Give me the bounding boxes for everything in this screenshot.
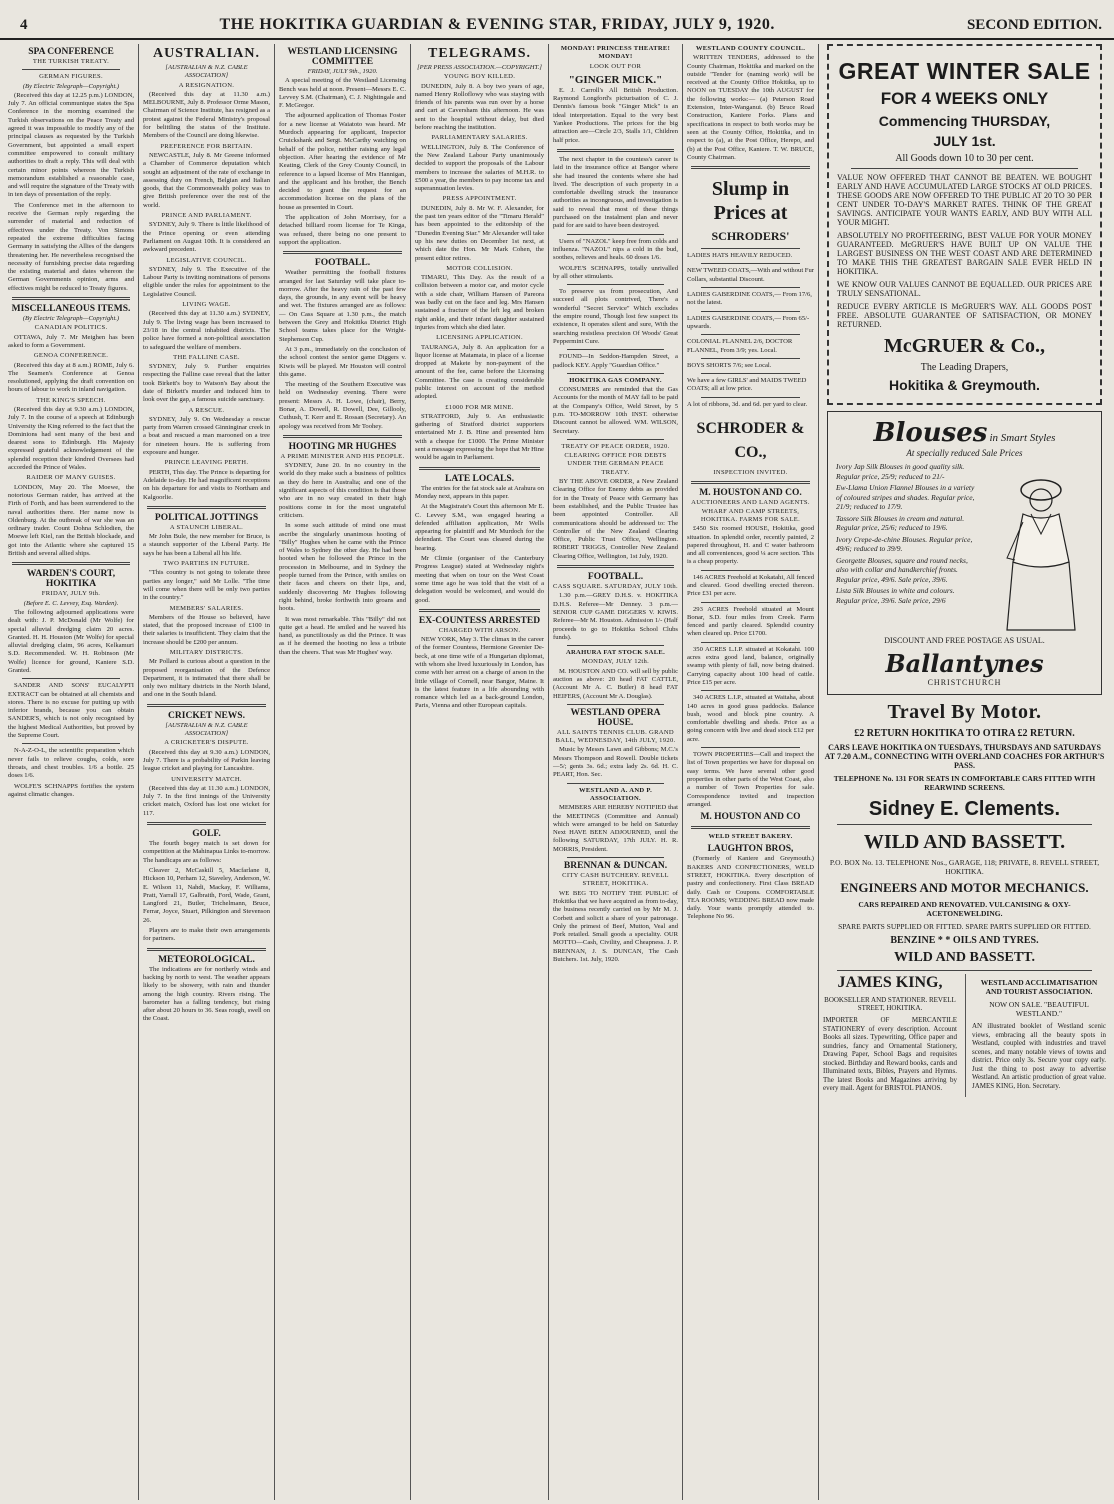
gaberdine-line-2: LADIES GABERDINE COATS,— From 65/- upwards. <box>687 314 810 330</box>
wolfes-ad-2: WOLFE'S SCHNAPPS, totally unrivalled by all other stimulants. <box>553 264 678 280</box>
political-headline: POLITICAL JOTTINGS <box>154 512 259 523</box>
bottom-ads <box>823 974 1106 1097</box>
mcgruer-advert <box>827 44 1102 405</box>
blouses-sub: At specially reduced Sale Prices <box>906 448 1023 458</box>
licensing-headline: WESTLAND LICENSING COMMITTEE <box>287 47 398 67</box>
blouse-item: Tassore Silk Blouses in cream and natural. Regular price, 25/6; reduced to 19/6. <box>836 513 965 532</box>
theatre-title: "GINGER MICK." <box>568 73 663 86</box>
brennan-head: BRENNAN & DUNCAN. <box>563 861 668 872</box>
golf-body: The fourth bogey match is set down for competition at the Mahinapua Links to-morrow. The handicaps are as follows: <box>143 840 270 864</box>
salary-head: MEMBERS' SALARIES. <box>169 604 244 612</box>
shorts-line: BOYS SHORTS 7/6; see Local. <box>687 361 772 369</box>
blouses-note: DISCOUNT AND FREE POSTAGE AS USUAL. <box>884 636 1045 645</box>
hooting-headline: HOOTING MR HUGHES <box>288 441 397 452</box>
brennan-sub: CITY CASH BUTCHERY. REVELL STREET, HOKITIKA. <box>562 872 669 888</box>
press-body: DUNEDIN, July 8. Mr W. F. Alexander, for the past ten years editor of the "Timaru Herald" has been appointed to the editorship of the "Dunedin Evening Star." Mr Alexander will take up his new duties on December 1st next, at which date the Hon. Mr Mark Cohen, the present editor retires. <box>415 204 544 262</box>
football-notice-sub: CASS SQUARE. SATURDAY, JULY 10th. <box>553 583 678 591</box>
treaty-sub: CLEARING OFFICE FOR DEBTS UNDER THE GERMAN PEACE TREATY. <box>564 452 667 476</box>
prince-body: SYDNEY, July 9. There is little likelihood of the Prince opening or even attending Parliament on August 10th. It is considered an awkward precedent. <box>143 221 270 254</box>
spa-subhead-2: GERMAN FIGURES. <box>39 73 103 81</box>
liberal-head: A STAUNCH LIBERAL. <box>169 523 244 531</box>
sale-goods: All Goods down 10 to 30 per cent. <box>895 153 1034 164</box>
travel-fare: £2 RETURN HOKITIKA TO OTIRA £2 RETURN. <box>854 728 1075 739</box>
sale-body-1: VALUE NOW OFFERED THAT CANNOT BE BEATEN. WE BOUGHT EARLY AND HAVE ACCUMULATED LARGE STOCKS AT OLD PRICES. THESE GOODS ARE NOW OFFERED TO THE PUBLIC AT 20 TO 30 PER CENT UNDER TO-DAY'S MARKET RATES. THINK OF THE GREAT SAVINGS. ANTICIPATE YOUR WANTS EARLY, AND BUY WITH ALL YOUR MIGHT. <box>837 173 1092 227</box>
treaty-body: BY THE ABOVE ORDER, a New Zealand Clearing Office for Enemy debts as provided for in the Treaty of Peace with Germany has been established, and the Public Trustee has been appointed Controller. All communications should be addressed to: The Controller of the New Zealand Clearing Office, Public Trust Office, Wellington. ROBERT TRIGGS, Controller New Zealand Clearing Office, Wellington, 1st July, 1920. <box>553 478 678 560</box>
hooting-subhead: A PRIME MINISTER AND HIS PEOPLE. <box>280 452 405 460</box>
wild-bassett-footer: WILD AND BASSETT. <box>894 950 1035 965</box>
slump-store: SCHRODERS' <box>711 229 790 244</box>
pref-head: PREFERENCE FOR BRITAIN. <box>160 142 253 150</box>
sale-headline: GREAT WINTER SALE <box>838 58 1091 84</box>
dispute-head: A CRICKETER'S DISPUTE. <box>164 739 249 747</box>
nazol-ad: N-A-Z-O-L, the scientific preparation which never fails to relieve coughs, colds, sore throats, and chest troubles. 1/6 a bottle. 25 doses 1/6. <box>8 747 134 780</box>
james-king-sub: BOOKSELLER AND STATIONER. REVELL STREET, HOKITIKA. <box>824 996 956 1012</box>
wild-bassett-head: WILD AND BASSETT. <box>863 831 1066 853</box>
meteorological-body: The indications are for northerly winds and backing by north to west. The weather appears likely to be showery, with rain and thunder among the high country. Rivers rising. The barometer has a falling tendency, but rising after about 20 hours to 36. Seas rough, swell on the Coast. <box>143 965 270 1023</box>
football-body-2: At 3 p.m., immediately on the conclusion of the school contest the senior game Diggers v. Kiwis will be played. Mr Houston will control this game. <box>279 345 406 378</box>
legis-body: SYDNEY, July 9. The Executive of the Labour Party is inviting nominations of persons eligible under the rules for appointment to the Legislative Council. <box>143 265 270 298</box>
king-head: THE KING'S SPEECH. <box>36 396 106 404</box>
arahura-body: M. HOUSTON AND CO. will sell by public auction as above: 20 head FAT CATTLE, (Account Mr A. C. Butler) 8 head FAT HEIFERS, (Account Mr A. Douglas). <box>553 667 678 700</box>
town-properties: TOWN PROPERTIES—Call and inspect the list of Town properties we have for disposal on easy terms. We have several other good properties in other parts of the West Coast, also a number of Town Properties for sale. Correspondence invited and inspection arranged. <box>687 751 814 808</box>
james-king-advert <box>823 974 957 1097</box>
sale-body-2: ABSOLUTELY NO PROFITEERING, BEST VALUE FOR YOUR MONEY GUARANTEED. McGRUER'S HAVE BUILT UP ON VALUE THE LARGEST BUSINESS ON THE WEST COAST AND ARE DETERMINED TO MAKE THIS THE GREATEST BARGAIN SALE EVER HELD IN HOKITIKA. <box>837 231 1092 276</box>
column-1 <box>4 44 138 1500</box>
newspaper-title: THE HOKITIKA GUARDIAN & EVENING STAR, FRIDAY, JULY 9, 1920. <box>219 16 775 33</box>
spa-meta: (By Electric Telegraph—Copyright.) <box>22 82 120 90</box>
motor-head: MOTOR COLLISION. <box>446 264 513 272</box>
warden-meta: (Before E. C. Levvey, Esq. Warden). <box>23 599 119 607</box>
hooting-body-3: It was most remarkable. This "Billy" did not quite get a head. He smiled and he waved his hand, as punctiliously as did the Prince. It was as if he deemed the hooting no less a tribute than the cheers. That was Mr Hughes' way. <box>279 615 406 656</box>
edition-label: SECOND EDITION. <box>966 17 1102 33</box>
spa-body-2: The Conference met in the afternoon to receive the German reply regarding the surrender of material and reduction of effectives under the Treaty. Von Simons repeated the extreme difficulties facing Germany in satisfying the Allies of the dangers threatening her. He nevertheless recognised the necessity of furnishing precise data regarding the existing material and dates whereon the German Governments opinion, arms and effectives might be reduced to Treaty figures. <box>8 201 134 292</box>
military-head: MILITARY DISTRICTS. <box>169 649 244 656</box>
theatre-body: E. J. Carroll's All British Production. Raymond Longford's picturisation of C. J. Dennis's famous book "Ginger Mick" is an ideal interpretation. Equal to the very best Yankee Productions. The prices for the big attraction are—Circle 2/3, Stalls 1/1, Children half price. <box>553 86 678 144</box>
rescue-head: A RESCUE. <box>188 406 225 414</box>
farm-listing-2: 146 ACRES Freehold at Kokatahi, All fenced and cleared. Good dwelling erected thereon. Price £31 per acre. <box>687 573 814 598</box>
gaberdine-line-1: LADIES GABERDINE COATS,— From 17/6, not the latest. <box>687 291 812 307</box>
king-body: (Received this day at 9.30 a.m.) LONDON, July 7. In the course of a speech at Edinburgh University the King referred to the fact that the Dominions had sent many of the best and dearest sons to Edinburgh. His Majesty expressed grateful acknowledgement of the splendid reception their kindred Oversees had accorded the Prince of Wales. <box>8 405 134 472</box>
benzine-line: BENZINE * * OILS AND TYRES. <box>890 935 1039 946</box>
canadian-head: CANADIAN POLITICS. <box>34 324 108 332</box>
sale-weeks: FOR 4 WEEKS ONLY <box>880 89 1049 108</box>
licensing-body-1: A special meeting of the Westland Licensing Bench was held at noon. Present—Messrs E. C. Levvey S.M. (Chairman), C. J. Nightingale and F. McGregor. <box>279 77 406 110</box>
james-king-head: JAMES KING, <box>837 974 943 991</box>
wild-bassett-address: P.O. BOX No. 13. TELEPHONE Nos., GARAGE, 118; PRIVATE, 8. REVELL STREET, HOKITIKA. <box>829 858 1100 876</box>
legis-head: LEGISLATIVE COUNCIL. <box>166 256 247 264</box>
press-head: PRESS APPOINTMENT. <box>442 195 517 203</box>
countess-subhead: CHARGED WITH ARSON. <box>438 626 521 634</box>
blouse-item: Lista Silk Blouses in white and colours. Regular price, 39/6. Sale price, 29/6 <box>836 586 955 605</box>
mcgruer-sub: The Leading Drapers, <box>920 362 1009 373</box>
late-locals-headline: LATE LOCALS. <box>445 473 514 484</box>
clements-name: Sidney E. Clements. <box>868 798 1061 820</box>
sale-commence: Commencing THURSDAY, <box>878 113 1051 129</box>
column-7-ads <box>818 44 1110 1500</box>
spa-headline: SPA CONFERENCE <box>28 47 114 57</box>
military-body: Mr Pollard is curious about a question in the proposed reorganisation of the Defence Department, it is intimated that there shall be only two military districts in the North Island, and one in the South Island. <box>143 658 270 699</box>
golf-note: Players are to make their own arrangements for partners. <box>143 927 270 943</box>
living-body: (Received this day at 11.30 a.m.) SYDNEY, July 9. The living wage has been increased to 23/18 in the central inhabited districts. The police have formed a non-political association to safeguard the welfare of members. <box>143 310 270 351</box>
peppermint-ad: To preserve us from prosecution, And succeed all plots contrived, There's a wonderful "Secret Service" Which excludes the empire round, Though lost few suspect its existence, It operates silent and sure, With the searching resistless precision Of Woods' Great Peppermint Cure. <box>553 288 678 345</box>
theatre-sub: LOOK OUT FOR <box>589 62 642 70</box>
opera-body: Music by Messrs Lawn and Gibbons; M.C.'s Messrs Thompson and Rowell. Double tickets—5/; gents 3s. 6d.; extra lady 2s. 6d. H. C. PEART, Hon. Sec. <box>553 746 678 779</box>
farm-listing-3: 293 ACRES Freehold situated at Mount Bonar, S.D. four miles from Creek. Farm fenced and partly cleared. Splendid country when cleared up. Price £1700. <box>687 605 814 638</box>
opera-sub: ALL SAINTS TENNIS CLUB. GRAND BALL, WEDNESDAY, 14th JULY, 1920. <box>555 728 676 745</box>
sale-date: JULY 1st. <box>933 133 996 149</box>
licensing-body-2: The adjourned application of Thomas Foster for a new license at Waiatoto was heard. Mr Murdoch appearing for applicant, Inspector Cruickshank and Sergt. McCarthy watching on behalf of the police, neither raising any legal objection. After hearing the evidence of Mr Keating, Clerk of the Grey County Council, in reference to a lapsed license of Mrs Hannigan, and the applicant and his brother, the Bench decided to grant the request for an accommodation license on the plans of the house as presented in Court. <box>279 112 406 211</box>
opera-head: WESTLAND OPERA HOUSE. <box>570 707 661 728</box>
late-body-3: Mr Climie (organiser of the Canterbury Progress League) stated at Wednesday night's meeting that when on tour on the West Coast some time ago he was told that the visit of a delegation would be welcomed, and would do good. <box>415 555 544 604</box>
ribbons-line: A lot of ribbons, 3d. and 6d. per yard to clear. <box>687 400 808 408</box>
girls-line: We have a few GIRLS' and MAIDS TWEED COATS; all at low price. <box>687 377 807 393</box>
perth-body: PERTH, This day. The Prince is departing for Adelaide to-day. He had magnificent receptions on his departure for and visits to Northam and Kalgoorlie. <box>143 468 270 501</box>
young-boy-body: DUNEDIN, July 8. A boy two years of age, named Henry Rolloflowy who was staying with friends of his parents was run over by a horse and cart at Caversham this afternoon. He was sent to the hospital without delay, but died before reaching the institution. <box>415 82 544 132</box>
blouse-item: Ivory Crepe-de-chine Blouses. Regular price, 49/6; reduced to 39/9. <box>836 534 973 553</box>
schroder-name: SCHRODER & CO., <box>696 420 805 462</box>
ballantynes-advert <box>827 411 1102 695</box>
farm-listing-1: £450 Six roomed HOUSE, Hokitika, good situation. In splendid order, recently painted, 2 papered throughout, H. and C water bathroom and all conveniences, good ¼ acre section. This is a cheap property. <box>687 525 814 566</box>
fallin-head: THE FALLINE CASE. <box>173 353 240 361</box>
australian-meta: [AUSTRALIAN & N.Z. CABLE ASSOCIATION] <box>165 64 248 80</box>
county-body: WRITTEN TENDERS, addressed to the County Chairman, Hokitika and marked on the outside "Tender for (naming work) will be received at the County Office Hokitika, up to NOON on TUESDAY the 10th AUGUST for the following works:— (a) Peterson Road Extension, Inter-Wanganui. (b) Bruce Road Construction, Kaniere Forks. Plans and specifications in respect to both works may be seen at the County Office, Hokitika, and in respect to (a), at the Post Office, Herepo, and (b) at the Post Office, Kaniere. T. W. BRUCE, County Chairman. <box>687 54 814 161</box>
blouse-item: Ew-Llama Union Flannel Blouses in a variety of coloured stripes and shades. Regular price, 21/9; reduced to 17/9. <box>836 483 975 511</box>
football-notice-body: 1.30 p.m.—GREY D.H.S. v. HOKITIKA D.H.S. Referee—Mr Denney. 3 p.m.—SENIOR CUP GAME DIGGERS V. KIWIS. Referee—Mr M. Houston. Admission 1/- (Half proceeds to go to Hokitika School Clubs funds). <box>553 592 678 641</box>
blouses-title: Blouses <box>873 418 988 448</box>
rescue-body: SYDNEY, July 9. On Wednesday a rescue party from Warren crossed Ginninginar creek in a boat and rescued a man marooned on a tree for nineteen hours. He is suffering from exposure and hunger. <box>143 415 270 457</box>
misc-meta: (By Electric Telegraph—Copyright.) <box>22 315 120 323</box>
spare-parts: SPARE PARTS SUPPLIED OR FITTED. SPARE PARTS SUPPLIED OR FITTED. <box>838 922 1091 931</box>
page-number: 4 <box>20 17 28 33</box>
column-2 <box>138 44 274 1500</box>
column-3 <box>274 44 410 1500</box>
pref-body: NEWCASTLE, July 8. Mr Greene informed a Chamber of Commerce deputation which sought an adjustment of the rate of exchange in assessing duty on French, Belgian and Italian goods, that the Commonwealth policy was to give British preference over the rest of the world. <box>143 151 270 209</box>
telegrams-meta: [PER PRESS ASSOCIATION.—COPYRIGHT.] <box>417 64 542 71</box>
apc-body: MEMBERS ARE HEREBY NOTIFIED that the MEETINGS (Committee and Annual) which were arranged to be held on Saturday Next HAVE BEEN ADJOURNED, until the following SATURDAY, 17th JULY. H. R. MORRIS, President. <box>553 804 678 853</box>
late-body-1: The entries for the fat stock sale at Arahura on Monday next, appears in this paper. <box>415 484 544 500</box>
mine-head: £1000 FOR MR MINE. <box>445 403 514 411</box>
football-body-3: The meeting of the Southern Executive was held on Wednesday evening. There were present: Messrs A. H. Lowe, (chair), Berry, Bonar, A. Dowell, R. Dowell, Dee, Gillooly, Cuthush, T. Kerr and E. Rossan (Secretary). An apology was received from Mr Toohey. <box>279 381 406 430</box>
column-5 <box>548 44 682 1500</box>
fallin-body: SYDNEY, July 9. Further enquiries respecting the Falline case reveal that the latter took Birkett's boy to Watson's Bay about the date of Birkett's murder and induced him to look over the gap, a famous suicide sanctuary. <box>143 363 270 404</box>
blouse-list <box>836 462 975 632</box>
travel-days: CARS LEAVE HOKITIKA ON TUESDAYS, THURSDAYS AND SATURDAYS AT 7.20 A.M., CONNECTING WITH OVERLAND COACHES FOR ARTHUR'S PASS. <box>824 743 1105 770</box>
golf-list: Cleaver 2, McCaskill 5, Macfarlane 8, Hickson 10, Perham 12, Staveley, Anderson, W. E. Wilson 11, Nahdi, Mackay, F. Williams, Pratt, Yarrall 17, Galbraith, Ford, Wade, Grant, Langford 21, Butler, Trichelmann, Bruce, Ferrar, Joyce, Stuart, Pilkington and Stevenson 26. <box>143 866 270 924</box>
gas-body: CONSUMERS are reminded that the Gas Accounts for the month of MAY fall to be paid at the Company's Office, Weld Street, by 5 p.m. TO-MORROW 10th INST. otherwise Discount cannot be allowed. WM. WILSON, Secretary. <box>553 386 678 435</box>
bakery-sub: LAUGHTON BROS, <box>707 844 794 855</box>
football-body-1: Weather permitting the football fixtures arranged for last Saturday will take place to-morrow. After the heavy rain of the past few days, the grounds, in any event will be heavy and wet. The fixtures arranged are as follows:— On Cass Square at 1.30 p.m., the match between the Grey and Hokitika District High School teams takes place for the Wright-Stephenson Cup. <box>279 269 406 343</box>
warden-body: The following adjourned applications were dealt with: J. P. McDonald (Mr Wolfe) for special alluvial dredging claim 20 acres. Granted. H. H. Houston (Mr Wolfe) for special alluvial dredging claim, 96 acres, Kelkamuri S.D. Recommended. W. H. Robinson (Mr Wolfe) licence for ground, Kaniere S.D. Granted. <box>8 608 134 674</box>
woman-figure-illustration <box>983 462 1093 632</box>
resign-body: (Received this day at 11.30 a.m.) MELBOURNE, July 8. Professor Orme Mason, Chairman of Science Institute, has resigned as a protest against the Federal Ministry's proposal for belittling the status of the Institute. Members of the Council are doing likewise. <box>143 90 270 140</box>
gas-head: HOKITIKA GAS COMPANY. <box>569 376 662 384</box>
sale-body-3: WE KNOW OUR VALUES CANNOT BE EQUALLED. OUR PRICES ARE TRULY SENSATIONAL. <box>837 280 1092 298</box>
story-body: The next chapter in the countess's career is laid in the insurance office at Bangor where she had insured the contents where she had lived. The description of such property in a comfortable dwelling struck the insurance authorities as incongruous, and investigation is said to reveal that most of these things purchased on the instalment plan and never paid for are said to have been destroyed. <box>553 155 678 230</box>
county-head: WESTLAND COUNTY COUNCIL. <box>695 45 806 52</box>
parties-body: "This country is not going to tolerate three parties any longer," said Mr Lolle. "The time will come when there will be only two parties in the country." <box>143 569 270 602</box>
licensing-date: FRIDAY, JULY 9th., 1920. <box>307 68 378 75</box>
farm-listing-4: 350 ACRES L.I.P. situated at Kokatahi. 100 acres extra good land, balance, originally swamp with plenty of fall, now being drained. Carrying capacity about 100 head of cattle. Price £15 per acre. <box>687 645 814 686</box>
treaty-head: TREATY OF PEACE ORDER, 1920. <box>561 442 670 450</box>
assoc-head: WESTLAND ACCLIMATISATION AND TOURIST ASSOCIATION. <box>980 978 1098 996</box>
mine-body: STRATFORD, July 9. An enthusiastic gathering of Stratford district supporters entertained Mr J. B. Hine and presented him with a cheque for £1000. The Prime Minister sent a message expressing the hope that Mr Hine would be again in Parliament. <box>415 412 544 462</box>
countess-headline: EX-COUNTESS ARRESTED <box>418 615 541 626</box>
prince-head: PRINCE AND PARLIAMENT. <box>161 212 252 220</box>
licensing-app-body: TAURANGA, July 8. An application for a liquor license at Matamata, in place of a license dropped at Makete by non-payment of the amount of the fee, came before the Licensing Committee. The case is creating considerable public interest on account of the method adopted. <box>415 343 544 401</box>
acclimatisation-advert <box>965 974 1106 1097</box>
ballantynes-city: CHRISTCHURCH <box>927 678 1002 687</box>
australian-headline: AUSTRALIAN. <box>152 46 261 61</box>
engineers-sub: CARS REPAIRED AND RENOVATED. VULCANISING & OXY-ACETONEWELDING. <box>858 900 1071 918</box>
hooting-body-1: SYDNEY, June 20. In no country in the world do they make such a business of politics as they do here in Australia; and one of the significant aspects of this condition is that those who are in no way created in their high positions come in for the most ungrateful criticism. <box>279 462 406 519</box>
university-body: (Received this day at 11.30 a.m.) LONDON, July 7. In the first innings of the University cricket match, Oxford has lost one wicket for 117. <box>143 784 270 817</box>
mcgruer-towns: Hokitika & Greymouth. <box>889 377 1040 393</box>
football-notice-head: FOOTBALL. <box>587 572 644 583</box>
licensing-body-3: The application of John Morrisey, for a detached billiard room license for Te Kinga, was refused, there being no one present to support the application. <box>279 214 406 246</box>
perth-head: PRINCE LEAVING PERTH. <box>164 459 249 467</box>
genoa-head: GENOA CONFERENCE. <box>33 352 109 360</box>
meteorological-headline: METEOROLOGICAL. <box>158 954 255 965</box>
blouse-item: Ivory Jap Silk Blouses in good quality silk. Regular price, 25/9; reduced to 21/- <box>836 462 965 481</box>
countess-body: NEW YORK, May 3. The climax in the career of the former Countess, Hermione Greenier De-beck, at one time wife of a Hungarian diplomat, with whom she lived luxuriously in London, has come with her arrest on a charge of arson in the little village of Cornell, near Bangor, Maine. It is the latest feature in a life abounding with romance which led as a back-ground London, Paris, Vienna and other European capitals. <box>415 636 544 710</box>
golf-headline: GOLF. <box>192 829 221 840</box>
warden-headline: WARDEN'S COURT, HOKITIKA <box>26 569 116 590</box>
sale-body-4: REDUCE EVERY ARTICLE IS McGRUER'S WAY. ALL GOODS POST FREE. ABSOLUTE GUARANTEE OF SATISFACTION, OR MONEY RETURNED. <box>837 302 1092 329</box>
parties-head: TWO PARTIES IN FUTURE. <box>163 560 250 568</box>
liberal-body: Mr John Bule, the new member for Bruce, is a staunch supporter of the Liberal Party. He says he has been a Liberal all his life. <box>143 533 270 557</box>
masthead <box>0 0 1114 40</box>
licensing-app-head: LICENSING APPLICATION. <box>436 334 523 342</box>
salary-body: Members of the House so believed, have stated, that the proposed increase of £100 in their salaries is insufficient. They claim that the increase should be £200 per annum. <box>143 613 270 646</box>
flannel-line: COLONIAL FLANNEL 2/6, DOCTOR FLANNEL, From 3/9; yes. Local. <box>687 338 793 354</box>
late-body-2: At the Magistrate's Court this afternoon Mr E. C. Levvey S.M., was engaged hearing a defended affiliation application, Mr Wells appearing for plaintiff and Mr Murdoch for the defendant. The Court was cleared during the hearing. <box>415 503 544 552</box>
spa-body-1: (Received this day at 12.25 p.m.) LONDON, July 7. An official communique states the Spa Conference in the morning examined the Turkish observations on the Peace Treaty and agreed it was impossible to modify any of the principal clauses as requested by the Turkish Government, but appointed a small expert committee empowered to consult military authorities to draft a reply. This will deal with certain minor points whereon the Turkish memorandum established a reasonable case, and will require the signature of the Treaty with in ten days of presentation of the reply. <box>8 91 134 199</box>
engineers-head: ENGINEERS AND MOTOR MECHANICS. <box>840 880 1089 895</box>
university-head: UNIVERSITY MATCH. <box>171 775 242 783</box>
theatre-head: MONDAY! PRINCESS THEATRE! MONDAY! <box>560 45 671 61</box>
houston-head: M. HOUSTON AND CO. <box>699 488 802 499</box>
tweed-line: NEW TWEED COATS,—With and without Fur Collars, substantial Discount. <box>687 267 814 283</box>
hats-line: LADIES HATS HEAVILY REDUCED. <box>687 252 793 260</box>
nazol-ad-2: Users of "NAZOL" keep free from colds and influenza. "NAZOL" nips a cold in the bud, soothes, relieves and heals. 60 doses 1/6. <box>553 237 678 262</box>
cricket-headline: CRICKET NEWS. <box>168 710 245 721</box>
living-head: LIVING WAGE. <box>182 301 231 309</box>
found-notice: FOUND—In Seddon-Hampden Street, a padlock KEY. Apply "Guardian Office." <box>553 353 678 369</box>
parl-head: PARLIAMENTARY SALARIES. <box>431 134 528 142</box>
wolfe-ad: WOLFE'S SCHNAPPS fortifies the system against climatic changes. <box>8 782 134 798</box>
apc-head: WESTLAND A. AND P. ASSOCIATION. <box>578 786 653 802</box>
motor-body: TIMARU, This Day. As the result of a collision between a motor car, and motor cycle with a side chair, William Hansen of Pareora was badly cut on the face and leg. Mrs Hansen sustained a fracture of the left leg and broken right ankle, and their infant daughter sustained injuries from which she died later. <box>415 274 544 331</box>
bakery-body: (Formerly of Kaniere and Greymouth.) BAKERS AND CONFECTIONERS, WELD STREET, HOKITIKA. Every description of pastry and confectionery. First Class BREAD daily. Cash or Coupons. COMFORTABLE TEA ROOMS; WEDDING BREAD now made daily. Your wants promptly attended to. Telephone No 96. <box>687 855 814 921</box>
resign-head: A RESIGNATION. <box>178 81 235 89</box>
hooting-body-2: In some such attitude of mind one must ascribe the singularly unanimous hooting of "Billy" Hughes when he came with the Prince of Wales to Sydney the other day. He had been hooted when he followed the Prince in the procession in Melbourne, and in Sydney the people turned from the Prince, with smiles on their faces and cheers on their lips, and, suddenly discovering Mr Hughes following right behind, broke forthwith into groans and hoots. <box>279 522 406 613</box>
ballantynes-name: Ballantynes <box>885 649 1044 678</box>
parl-body: WELLINGTON, July 8. The Conference of the New Zealand Labour Party unanimously decided to support the proposals of the Labour members to increase the salaries of M.H.R. to £500 a year, the members to pay income tax and superannuation levies. <box>415 143 544 193</box>
raider-head: RAIDER OF MANY GUISES. <box>26 474 116 482</box>
misc-headline: MISCELLANEOUS ITEMS. <box>11 304 131 315</box>
spa-subhead: THE TURKISH TREATY. <box>32 58 110 65</box>
bakery-head: WELD STREET BAKERY. <box>708 833 793 841</box>
arahura-head: ARAHURA FAT STOCK SALE. <box>565 649 666 657</box>
column-6 <box>682 44 818 1500</box>
farm-listing-5: 340 ACRES L.I.P., situated at Waitaha, about 140 acres in good grass paddocks. Balance bush, wood and block pine country. A comfortable dwelling and sheds. Price as a going concern with live and dead stock £12 per acre. <box>687 694 814 743</box>
arahura-sub: MONDAY, JULY 12th. <box>581 658 650 666</box>
blouse-item: Georgette Blouses, square and round necks, also with collar and handkerchief fronts. Regular price, 49/6. Sale price, 39/6. <box>836 555 968 584</box>
canadian-body: OTTAWA, July 7. Mr Meighen has been asked to form a Government. <box>8 333 134 349</box>
football-headline: FOOTBALL. <box>314 258 371 269</box>
column-4 <box>410 44 548 1500</box>
dispute-body: (Received this day at 9.30 a.m.) LONDON, July 7. There is a probability of Parkin leaving league cricket and playing for Lancashire. <box>143 748 270 773</box>
cricket-meta: [AUSTRALIAN & N.Z. CABLE ASSOCIATION] <box>165 721 248 738</box>
travel-phone: TELEPHONE No. 131 FOR SEATS IN COMFORTABLE CARS FITTED WITH REARWIND SCREENS. <box>833 774 1096 792</box>
inspection-line: INSPECTION INVITED. <box>713 469 788 477</box>
blouses-tag: in Smart Styles <box>989 432 1056 444</box>
brennan-body: WE BEG TO NOTIFY THE PUBLIC of Hokitika that we have acquired as from to-day, the business recently carried on by Mr M. J. Corbett and solicit a share of your patronage. Only the primest of Beef, Mutton, Veal and Pork retailed. Small goods a speciality. OUR MOTTO—Cash, Civility, and Cheapness. J. P. BRENNAN, J. S. DUNCAN, The Cash Butchers. 1st. July, 1920. <box>553 889 678 964</box>
warden-date: FRIDAY, JULY 9th. <box>41 590 101 598</box>
assoc-body: AN illustrated booklet of Westland scenic views, embracing all the beauty spots in Westland, coupled with industries and travel scenes, and many notable views of towns and district. Price only 3s. Secure your copy early. Just the thing to post away to advertise Westland. An artistic production of great value. JAMES KING, Hon. Secretary. <box>972 1022 1106 1090</box>
houston-sub: AUCTIONEERS AND LAND AGENTS. WHARF AND CAMP STREETS, HOKITIKA. FARMS FOR SALE. <box>691 499 810 523</box>
travel-headline: Travel By Motor. <box>887 701 1042 723</box>
houston-signoff: M. HOUSTON AND CO <box>700 812 801 823</box>
sander-ad: SANDER AND SONS' EUCALYPTI EXTRACT can be obtained at all chemists and stores. There is no excuse for putting up with inferior brands, because you can obtain SANDER'S, which is not only recognised by the highest Medical Authorities, but proved by the Supreme Court. <box>8 682 134 740</box>
genoa-body: (Received this day at 8 a.m.) ROME, July 6. The Seamen's Conference at Genoa resolutioned, applying the draft convention on hours of labour to work in inland navigation. <box>8 361 134 394</box>
raider-body: LONDON, May 20. The Moewe, the notorious German raider, has arrived at the Firth of Forth, and has been surrendered to the naval authorities there. Her name now is Oldenburg. At the outbreak of war she was an ordinary trader. Count Dohna Schlodien, the Moewe left Kiel, ran the British blockade, and got into the Atlantic where she captured 15 British and several allied ships. <box>8 483 134 558</box>
young-boy-head: YOUNG BOY KILLED. <box>443 73 516 81</box>
slump-headline: Slump in Prices at <box>711 178 790 225</box>
james-king-body: IMPORTER OF MERCANTILE STATIONERY of every description. Account Books all sizes. Typewriting, Office paper and sundries, fancy and Ornamental Stationery, Drawing Paper, School Bags and requisites stocked. Birthday and Reward books, cards and Illuminated texts, Bibles, Prayers and Hymns. The latest Books and Magazines arriving by every mail. Agent for BRISTOL PIANOS. <box>823 1016 957 1092</box>
telegrams-headline: TELEGRAMS. <box>428 46 531 61</box>
assoc-sub: NOW ON SALE. "BEAUTIFUL WESTLAND." <box>989 1000 1089 1018</box>
mcgruer-name: McGRUER & Co., <box>883 335 1046 357</box>
